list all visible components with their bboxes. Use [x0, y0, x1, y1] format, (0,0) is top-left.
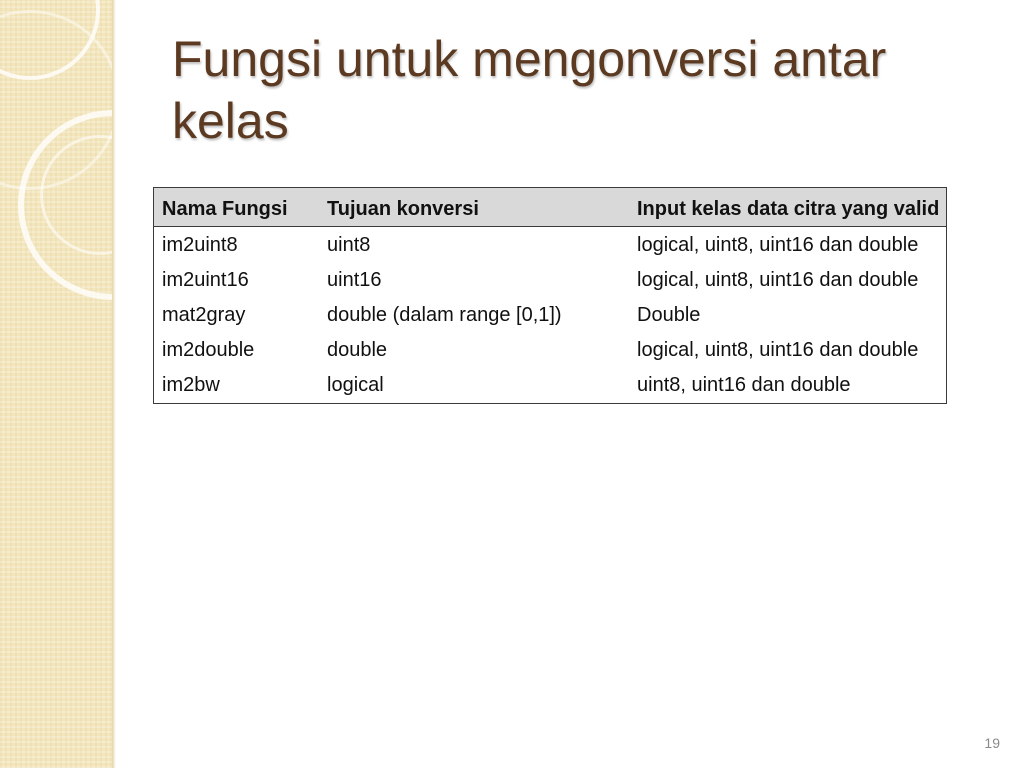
cell-conversion-target: logical: [327, 374, 384, 396]
cell-function-name: im2bw: [162, 374, 220, 396]
header-tujuan-konversi: Tujuan konversi: [319, 188, 629, 227]
cell-function-name: mat2gray: [162, 304, 246, 326]
cell-valid-input: Double: [637, 304, 701, 326]
table-header-row: [154, 188, 947, 227]
side-band-edge: [112, 0, 116, 768]
table-row: [154, 263, 947, 298]
slide-title: Fungsi untuk mengonversi antar kelas: [172, 31, 887, 149]
table-row: [154, 368, 947, 404]
table-row: [154, 333, 947, 368]
cell-valid-input: logical, uint8, uint16 dan double: [637, 234, 919, 256]
table-row: [154, 298, 947, 333]
cell-conversion-target: uint8: [327, 234, 371, 256]
cell-conversion-target: uint16: [327, 269, 382, 291]
cell-valid-input: uint8, uint16 dan double: [637, 374, 851, 396]
page-number: 19: [984, 735, 1000, 751]
conversion-table-container: [153, 187, 947, 404]
cell-valid-input: logical, uint8, uint16 dan double: [637, 269, 919, 291]
table-row: [154, 227, 947, 264]
header-input-kelas: Input kelas data citra yang valid: [629, 188, 947, 227]
cell-function-name: im2uint16: [162, 269, 249, 291]
cell-conversion-target: double: [327, 339, 388, 361]
cell-function-name: im2uint8: [162, 234, 238, 256]
cell-valid-input: logical, uint8, uint16 dan double: [637, 339, 919, 361]
header-nama-fungsi: Nama Fungsi: [154, 188, 320, 227]
conversion-table: [153, 187, 947, 404]
decorative-side-band: [0, 0, 112, 768]
cell-conversion-target: double (dalam range [0,1]): [327, 304, 562, 326]
cell-function-name: im2double: [162, 339, 255, 361]
